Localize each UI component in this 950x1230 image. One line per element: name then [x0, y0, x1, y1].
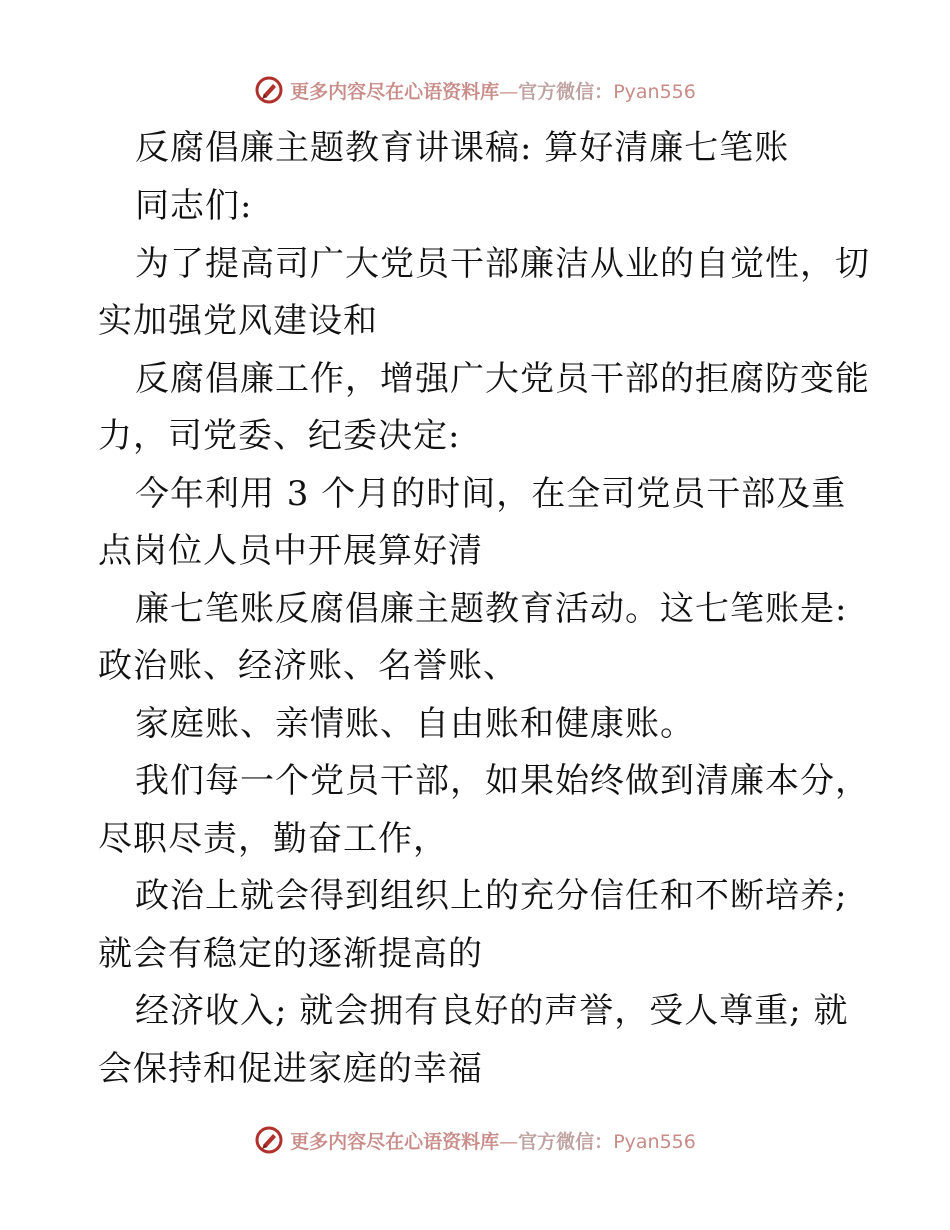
text-line: 政治账、经济账、名誉账、 [98, 646, 518, 686]
banner-main-text: 更多内容尽在心语资料库 [290, 80, 500, 103]
banner-wechat-label: 官方微信： [518, 80, 614, 103]
text-line: 实加强党风建设和 [98, 301, 378, 341]
text-line: 廉七笔账反腐倡廉主题教育活动。这七笔账是: [135, 589, 848, 629]
text-line: 点岗位人员中开展算好清 [98, 531, 483, 571]
pen-circle-logo-icon [254, 75, 284, 105]
text-line: 会保持和促进家庭的幸福 [98, 1049, 483, 1089]
banner-dash: — [499, 80, 519, 103]
text-line: 政治上就会得到组织上的充分信任和不断培养; [135, 876, 848, 916]
pen-circle-logo-icon [254, 1125, 284, 1155]
header-banner [0, 72, 950, 108]
document-title: 反腐倡廉主题教育讲课稿: 算好清廉七笔账 [135, 128, 790, 168]
banner-text [290, 1127, 696, 1154]
text-line: 今年利用 3 个月的时间，在全司党员干部及重 [135, 474, 847, 514]
text-line: 为了提高司广大党员干部廉洁从业的自觉性，切 [135, 244, 870, 284]
text-line: 同志们: [135, 186, 253, 226]
text-line: 家庭账、亲情账、自由账和健康账。 [135, 704, 695, 744]
footer-banner [0, 1122, 950, 1158]
text-line: 力，司党委、纪委决定: [98, 416, 461, 456]
text-line: 我们每一个党员干部，如果始终做到清廉本分， [135, 761, 870, 801]
text-line: 经济收入; 就会拥有良好的声誉，受人尊重; 就 [135, 991, 849, 1031]
text-line: 尽职尽责，勤奋工作， [98, 819, 448, 859]
banner-wechat-id: Pyan556 [613, 80, 696, 103]
banner-wechat-id: Pyan556 [613, 1130, 696, 1153]
banner-dash: — [499, 1130, 519, 1153]
banner-text [290, 77, 696, 104]
text-line: 反腐倡廉工作，增强广大党员干部的拒腐防变能 [135, 359, 870, 399]
banner-main-text: 更多内容尽在心语资料库 [290, 1130, 500, 1153]
text-line: 就会有稳定的逐渐提高的 [98, 934, 483, 974]
banner-wechat-label: 官方微信： [518, 1130, 614, 1153]
